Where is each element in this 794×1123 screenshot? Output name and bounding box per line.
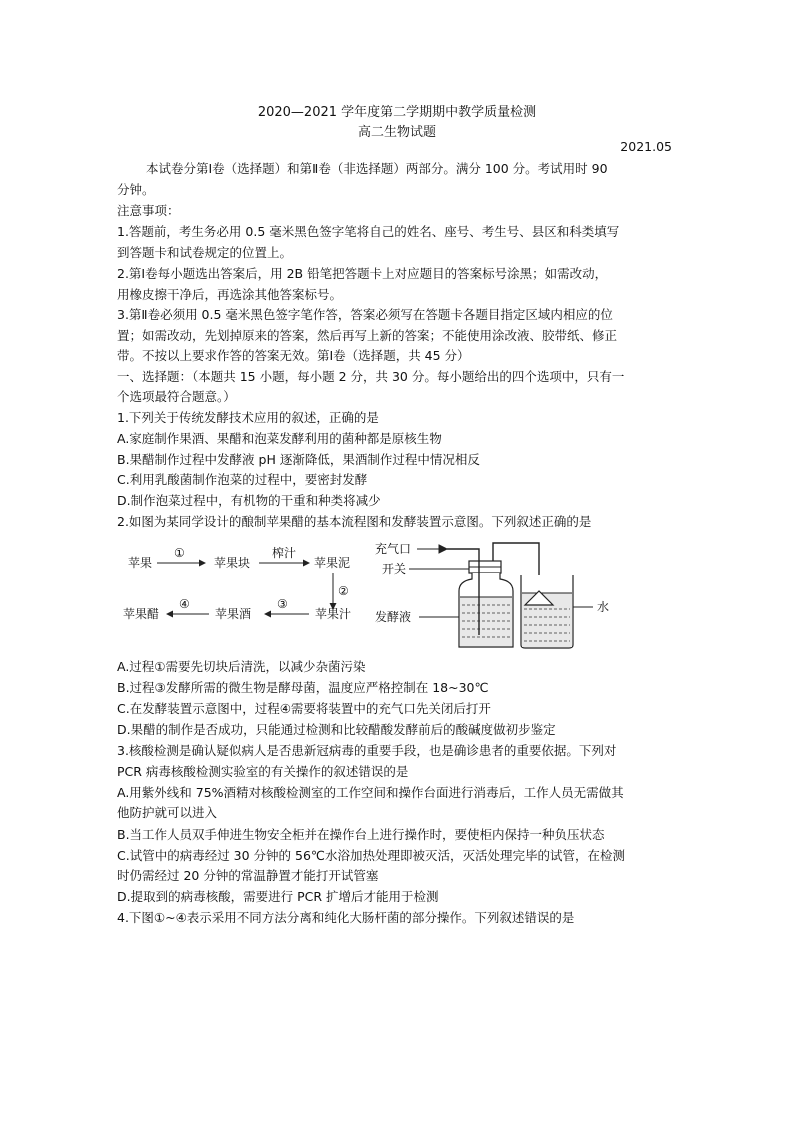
notes-line-6: 置；如需改动，先划掉原来的答案，然后再写上新的答案；不能使用涂改液、胶带纸、修正	[117, 328, 618, 343]
notes-line-7: 带。不按以上要求作答的答案无效。第Ⅰ卷（选择题，共 45 分）	[117, 348, 470, 363]
flow-apple-pulp: 苹果泥	[314, 556, 351, 570]
q3-option-d: D.提取到的病毒核酸，需要进行 PCR 扩增后才能用于检测	[117, 889, 439, 904]
q3-option-a-line-2: 他防护就可以进入	[117, 805, 218, 820]
notes-line-4: 用橡皮擦干净后，再选涂其他答案标号。	[117, 287, 343, 302]
q3-option-c-line-1: C.试管中的病毒经过 30 分钟的 56℃水浴加热处理即被灭活，灭活处理完毕的试管，在检测	[117, 848, 625, 863]
notes-line-5: 3.第Ⅱ卷必须用 0.5 毫米黑色签字笔作答，答案必须写在答题卡各题目指定区域内相应的位	[117, 307, 613, 322]
flow-step-2: ②	[338, 584, 349, 598]
q2-figure	[117, 535, 677, 650]
label-water: 水	[597, 600, 610, 614]
flow-step-1: ①	[174, 546, 185, 560]
flow-apple-vinegar: 苹果醋	[123, 607, 160, 621]
q2-option-c: C.在发酵装置示意图中，过程④需要将装置中的充气口先关闭后打开	[117, 701, 491, 716]
exam-date: 2021.05	[620, 139, 672, 154]
intro-line-2: 分钟。	[117, 182, 155, 197]
section1-line-1: 一、选择题：（本题共 15 小题，每小题 2 分，共 30 分。每小题给出的四个选项中，只有一	[117, 369, 625, 384]
notes-line-3: 2.第Ⅰ卷每小题选出答案后，用 2B 铅笔把答题卡上对应题目的答案标号涂黑；如需改动，	[117, 266, 608, 281]
water-beaker	[521, 575, 573, 648]
flow-step-4: ④	[179, 597, 190, 611]
q3-option-a-line-1: A.用紫外线和 75%酒精对核酸检测室的工作空间和操作台面进行消毒后，工作人员无需做其	[117, 785, 624, 800]
q2-option-a: A.过程①需要先切块后清洗，以减少杂菌污染	[117, 659, 366, 674]
flow-step-3: ③	[277, 597, 288, 611]
q1-option-a: A.家庭制作果酒、果醋和泡菜发酵利用的菌种都是原核生物	[117, 431, 442, 446]
intro-line-1: 本试卷分第Ⅰ卷（选择题）和第Ⅱ卷（非选择题）两部分。满分 100 分。考试用时 90	[146, 161, 608, 176]
q1-option-d: D.制作泡菜过程中，有机物的干重和种类将减少	[117, 493, 381, 508]
notes-line-2: 到答题卡和试卷规定的位置上。	[117, 245, 293, 260]
section1-line-2: 个选项最符合题意。）	[117, 389, 236, 404]
flow-apple-pieces: 苹果块	[214, 556, 251, 570]
q4-stem: 4.下图①~④表示采用不同方法分离和纯化大肠杆菌的部分操作。下列叙述错误的是	[117, 910, 575, 925]
notes-line-1: 1.答题前，考生务必用 0.5 毫米黑色签字笔将自己的姓名、座号、考生号、县区和科类填写	[117, 224, 620, 239]
q1-option-c: C.利用乳酸菌制作泡菜的过程中，要密封发酵	[117, 472, 368, 487]
exam-subtitle: 高二生物试题	[357, 125, 436, 140]
label-ferment-liquid: 发酵液	[375, 610, 412, 624]
flow-apple-juice: 苹果汁	[315, 607, 352, 621]
flow-juice-press: 榨汁	[272, 546, 297, 560]
q3-option-c-line-2: 时仍需经过 20 分钟的常温静置才能打开试管塞	[117, 868, 379, 883]
notes-heading: 注意事项：	[117, 203, 180, 218]
q2-stem: 2.如图为某同学设计的酿制苹果醋的基本流程图和发酵装置示意图。下列叙述正确的是	[117, 514, 592, 529]
q3-option-b: B.当工作人员双手伸进生物安全柜并在操作台上进行操作时，要使柜内保持一种负压状态	[117, 827, 605, 842]
label-inlet: 充气口	[375, 542, 412, 556]
q1-option-b: B.果醋制作过程中发酵液 pH 逐渐降低，果酒制作过程中情况相反	[117, 452, 480, 467]
q3-stem-line-2: PCR 病毒核酸检测实验室的有关操作的叙述错误的是	[117, 764, 409, 779]
q1-stem: 1.下列关于传统发酵技术应用的叙述，正确的是	[117, 410, 379, 425]
q2-option-d: D.果醋的制作是否成功，只能通过检测和比较醋酸发酵前后的酸碱度做初步鉴定	[117, 722, 556, 737]
q3-stem-line-1: 3.核酸检测是确认疑似病人是否患新冠病毒的重要手段，也是确诊患者的重要依据。下列对	[117, 743, 617, 758]
q2-option-b: B.过程③发酵所需的微生物是酵母菌，温度应严格控制在 18~30℃	[117, 680, 489, 695]
label-switch: 开关	[382, 562, 407, 576]
flow-apple: 苹果	[128, 556, 153, 570]
exam-title: 2020—2021 学年度第二学期期中教学质量检测	[257, 105, 537, 120]
flow-apple-wine: 苹果酒	[215, 607, 252, 621]
